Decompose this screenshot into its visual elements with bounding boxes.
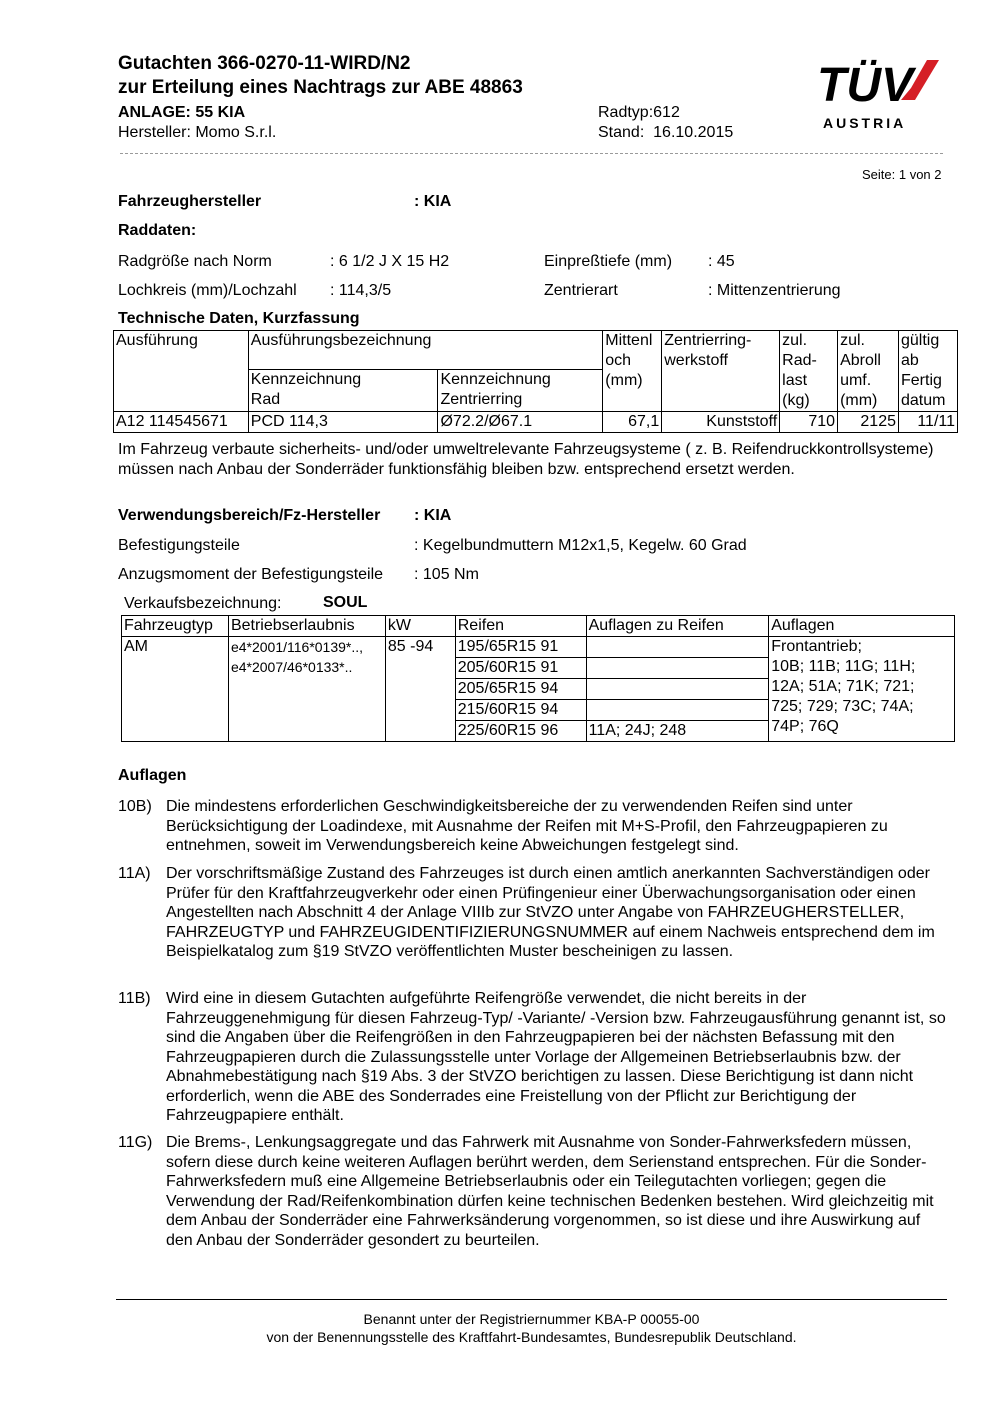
- tuev-logo-icon: [815, 56, 945, 136]
- manufacturer-value: : KIA: [414, 193, 452, 210]
- lochkreis-label: Lochkreis (mm)/Lochzahl: [118, 282, 297, 299]
- table-row: [122, 637, 955, 658]
- h-auflagen-reifen: Auflagen zu Reifen: [586, 616, 769, 637]
- h-reifen: Reifen: [455, 616, 586, 637]
- verkauf-label: Verkaufsbezeichnung:: [124, 595, 282, 612]
- auflagen-heading: Auflagen: [118, 767, 187, 784]
- cell-fahrzeugtyp: AM: [122, 637, 229, 742]
- h-zentrierring: Zentrierring- werkstoff: [662, 331, 780, 412]
- cell-kenn-zentr: Ø72.2/Ø67.1: [438, 412, 603, 433]
- cell-auflagen: Frontantrieb; 10B; 11B; 11G; 11H; 12A; 51A; 71K; 721; 725; 729; 73C; 74A; 74P; 76Q: [769, 637, 955, 742]
- cell-auflagen-reifen: 11A; 24J; 248: [586, 721, 769, 742]
- cell-betriebserlaubnis: e4*2001/116*0139*.., e4*2007/46*0133*..: [228, 637, 385, 742]
- cell-werkstoff: Kunststoff: [662, 412, 780, 433]
- cell-datum: 11/11: [899, 412, 958, 433]
- page-number: Seite: 1 von 2: [862, 167, 942, 182]
- cell-reifen: 205/60R15 91: [455, 658, 586, 679]
- tech-data-table: [113, 330, 958, 433]
- radgroesse-label: Radgröße nach Norm: [118, 253, 272, 270]
- cell-reifen: 215/60R15 94: [455, 700, 586, 721]
- fitment-table: [121, 615, 955, 742]
- auflage-code: 10B): [118, 798, 152, 815]
- tech-table-title: Technische Daten, Kurzfassung: [118, 310, 360, 327]
- lochkreis-value: : 114,3/5: [330, 282, 392, 299]
- radtyp: [598, 104, 680, 122]
- anzug-label: Anzugsmoment der Befestigungsteile: [118, 566, 384, 583]
- h-kenn-zentr: Kennzeichnung Zentrierring: [438, 370, 603, 412]
- h-betriebserlaubnis: Betriebserlaubnis: [228, 616, 385, 637]
- auflage-code: 11G): [118, 1134, 153, 1151]
- tuev-austria-logo: [815, 56, 945, 136]
- footer-line-1: Benannt unter der Registriernummer KBA-P 00055-00: [363, 1311, 700, 1327]
- usage-label: Verwendungsbereich/Fz-Hersteller: [118, 507, 381, 524]
- h-abroll: zul. Abroll umf. (mm): [838, 331, 899, 412]
- zentrierart-label: Zentrierart: [544, 282, 618, 299]
- h-auflagen: Auflagen: [769, 616, 955, 637]
- document-title: Gutachten 366-0270-11-WIRD/N2: [118, 53, 411, 74]
- h-kenn-rad: Kennzeichnung Rad: [248, 370, 438, 412]
- h-gueltig: gültig ab Fertig datum: [899, 331, 958, 412]
- befestigung-value: : Kegelbundmuttern M12x1,5, Kegelw. 60 Grad: [414, 537, 747, 554]
- cell-auflagen-reifen: [586, 679, 769, 700]
- h-ausfuehrung: Ausführung: [114, 331, 249, 412]
- logo-bottom-text: AUSTRIA: [823, 115, 907, 131]
- anzug-value: : 105 Nm: [414, 566, 479, 583]
- safety-notice: Im Fahrzeug verbaute sicherheits- und/oder umweltrelevante Fahrzeugsysteme ( z. B. Reifendruckkontrollsysteme) müssen nach Anbau der Sonderräder funktionsfähig bleiben bzw. entsprechend ersetzt werden.: [118, 441, 934, 478]
- auflage-text: Die mindestens erforderlichen Geschwindigkeitsbereiche der zu verwendenden Reifen sind unter Berücksichtigung der Loadindexe, mit Ausnahme der Reifen mit M+S-Profil, den Fahrzeugpapieren zu entnehmen, soweit im Verwendungsbereich keine Abweichungen festgelegt sind.: [166, 798, 888, 854]
- tech-header-row: [114, 331, 958, 370]
- h-mittenloch: Mittenl och (mm): [603, 331, 662, 412]
- cell-kw: 85 -94: [385, 637, 455, 742]
- auflage-text: Wird eine in diesem Gutachten aufgeführte Reifengröße verwendet, die nicht bereits in der Fahrzeuggenehmigung für diesen Fahrzeug-Typ/ -Variante/ -Version bzw. Fahrzeugausführung genannt ist, so sind die Angaben über die Reifengrößen in den Fahrzeugpapieren bei der nächsten Befassung mit den Fahrzeugpapieren durch die Zulassungsstelle unter Vorlage der Allgemeinen Betriebserlaubnis bzw. der Abnahmebestätigung nach §19 Abs. 3 der StVZO berichtigen zu lassen. Diese Berichtigung ist dann nicht erforderlich, wenn die ABE des Sonderrades eine Freistellung von der Pflicht zur Berichtigung der Fahrzeugpapiere enthält.: [166, 990, 946, 1124]
- cell-ausfuehrung: A12 114545671: [114, 412, 249, 433]
- befestigung-label: Befestigungsteile: [118, 537, 240, 554]
- footer-divider: [116, 1299, 947, 1300]
- hersteller-label: Hersteller: Momo S.r.l.: [118, 124, 277, 141]
- auflage-text: Der vorschriftsmäßige Zustand des Fahrzeuges ist durch einen amtlich anerkannten Sachverständigen oder Prüfer für den Kraftfahrzeugverkehr oder einen Prüfingenieur einer Überwachungsorganisation oder einen Angestellten nach Abschnitt 4 der Anlage VIIIb zur StVZO unter Angabe von FAHRZEUGHERSTELLER, FAHRZEUGTYP und FAHRZEUGIDENTIFIZIERUNGSNUMMER auf einem Nachweis entsprechend dem im Beispielkatalog zum §19 StVZO veröffentlichten Muster bescheinigen zu lassen.: [166, 865, 935, 960]
- einpress-value: : 45: [708, 253, 735, 270]
- footer-line-2: von der Benennungsstelle des Kraftfahrt-Bundesamtes, Bundesrepublik Deutschland.: [266, 1329, 797, 1345]
- h-bezeichnung: Ausführungsbezeichnung: [248, 331, 602, 370]
- document-subtitle: zur Erteilung eines Nachtrags zur ABE 48863: [118, 77, 523, 98]
- auflage-code: 11B): [118, 990, 151, 1007]
- cell-auflagen-reifen: [586, 658, 769, 679]
- logo-top-text: TÜV: [817, 59, 913, 112]
- stand-value: 16.10.2015: [653, 124, 734, 141]
- manufacturer-label: Fahrzeughersteller: [118, 193, 262, 210]
- fitment-header-row: [122, 616, 955, 637]
- h-kw: kW: [385, 616, 455, 637]
- cell-reifen: 195/65R15 91: [455, 637, 586, 658]
- cell-kenn-rad: PCD 114,3: [248, 412, 438, 433]
- h-radlast: zul. Rad- last (kg): [780, 331, 838, 412]
- table-row: [114, 412, 958, 433]
- usage-value: : KIA: [414, 507, 452, 524]
- radtyp-label: Radtyp:: [598, 104, 654, 121]
- einpress-label: Einpreßtiefe (mm): [544, 253, 673, 270]
- radgroesse-value: : 6 1/2 J X 15 H2: [330, 253, 450, 270]
- stand: [598, 124, 733, 142]
- cell-auflagen-reifen: [586, 637, 769, 658]
- cell-auflagen-reifen: [586, 700, 769, 721]
- radtyp-value: 612: [653, 104, 680, 121]
- header-divider: [120, 153, 943, 154]
- cell-mittenloch: 67,1: [603, 412, 662, 433]
- auflage-text: Die Brems-, Lenkungsaggregate und das Fahrwerk mit Ausnahme von Sonder-Fahrwerksfedern müssen, sofern diese durch keine weiteren Auflagen berührt werden, dem Serienstand entsprechen. Für die Sonder-Fahrwerksfedern muß eine Allgemeine Betriebserlaubnis oder ein Teilegutachten vorliegen; gegen die Verwendung der Rad/Reifenkombination dürfen keine technischen Bedenken bestehen. Wird gleichzeitig mit dem Anbau der Sonderräder eine Fahrwerksänderung vorgenommen, so ist diese und ihre Auswirkung auf den Anbau der Sonderräder gesondert zu beurteilen.: [166, 1134, 934, 1249]
- cell-reifen: 225/60R15 96: [455, 721, 586, 742]
- auflage-code: 11A): [118, 865, 151, 882]
- zentrierart-value: : Mittenzentrierung: [708, 282, 841, 299]
- h-fahrzeugtyp: Fahrzeugtyp: [122, 616, 229, 637]
- cell-reifen: 205/65R15 94: [455, 679, 586, 700]
- anlage-label: ANLAGE: 55 KIA: [118, 104, 246, 121]
- raddaten-heading: Raddaten:: [118, 222, 197, 239]
- cell-abroll: 2125: [838, 412, 899, 433]
- cell-radlast: 710: [780, 412, 838, 433]
- stand-label: Stand:: [598, 124, 645, 141]
- verkauf-value: SOUL: [323, 594, 368, 611]
